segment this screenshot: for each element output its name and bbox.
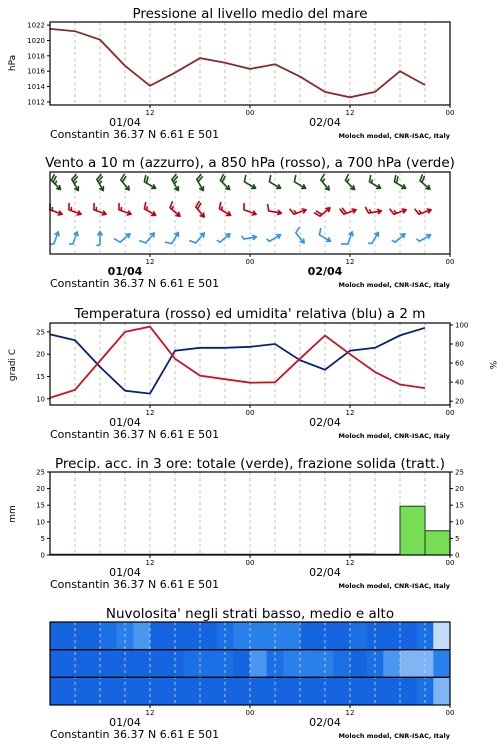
cloud-cell [133,622,150,650]
date-label: 02/04 [309,566,341,579]
date-label: 01/04 [109,716,141,729]
x-tick-label: 00 [445,409,455,417]
x-tick-label: 12 [345,409,355,417]
cloud-cell [100,677,117,705]
y-tick-label: 1018 [27,52,45,61]
panel-temperature [8,306,497,441]
temperature-ylabel-right: % [487,360,497,370]
cloud-cell [400,650,417,678]
cloud-cell [333,622,350,650]
panel-clouds [50,606,454,741]
y-tick-label: 1022 [27,21,45,30]
y-tick-label: 1020 [27,36,45,45]
x-tick-label: 12 [345,709,355,717]
y-tick-label: 100 [455,321,469,330]
temperature-plot [36,321,468,441]
cloud-cell [250,622,267,650]
x-tick-label: 12 [145,258,155,266]
wind-title: Vento a 10 m (azzurro), a 850 hPa (rosso), a 700 hPa (verde) [45,155,455,171]
y-tick-label: 20 [455,485,464,494]
cloud-cell [200,650,217,678]
cloud-cell [50,650,67,678]
cloud-cell [133,677,150,705]
y-tick-label: 1014 [27,83,45,92]
date-label: 02/04 [309,116,341,129]
temperature-ylabel-left: gradi C [8,348,18,382]
clouds-title: Nuvolosita' negli strati basso, medio e alto [105,606,395,622]
x-tick-label: 00 [245,559,255,567]
y-tick-label: 5 [455,534,460,543]
x-tick-label: 00 [445,709,455,717]
panel-wind [45,155,455,290]
x-tick-label: 12 [145,109,155,117]
cloud-cell [183,650,200,678]
y-tick-label: 20 [36,350,45,359]
y-tick-label: 25 [455,468,464,477]
date-label: 02/04 [309,416,341,429]
location-info: Constantin 36.37 N 6.61 E 501 [50,128,220,141]
model-credit: Moloch model, CNR-ISAC, Italy [338,281,450,289]
cloud-cell [250,677,267,705]
model-credit: Moloch model, CNR-ISAC, Italy [338,732,450,740]
cloud-cell [183,677,200,705]
cloud-cell [50,622,67,650]
cloud-cell [250,650,267,678]
cloud-cell [200,677,217,705]
x-tick-label: 12 [145,709,155,717]
cloud-cell [383,650,400,678]
temperature-title: Temperatura (rosso) ed umidita' relativa (blu) a 2 m [74,306,426,322]
cloud-cell [83,622,100,650]
pressure-plot [27,22,454,141]
precip-bar [400,506,425,555]
cloud-cell [383,622,400,650]
y-tick-label: 80 [455,340,464,349]
date-label: 02/04 [309,716,341,729]
pressure-ylabel: hPa [8,54,18,72]
wind-plot [50,172,455,290]
y-tick-label: 20 [455,397,464,406]
x-tick-label: 12 [345,109,355,117]
date-label: 02/04 [307,265,343,278]
cloud-cell [100,622,117,650]
cloud-cell [233,677,250,705]
cloud-cell [50,677,67,705]
panel-pressure [8,6,454,141]
cloud-cell [83,650,100,678]
cloud-cell [233,650,250,678]
model-credit: Moloch model, CNR-ISAC, Italy [338,432,450,440]
x-tick-label: 00 [245,709,255,717]
precipitation-plot [36,469,464,592]
cloud-cell [350,650,367,678]
x-tick-label: 12 [145,409,155,417]
location-info: Constantin 36.37 N 6.61 E 501 [50,428,220,441]
cloud-cell [350,622,367,650]
precip-bar [425,531,450,555]
location-info: Constantin 36.37 N 6.61 E 501 [50,277,220,290]
cloud-cell [200,622,217,650]
cloud-cell [283,622,300,650]
cloud-cell [300,650,317,678]
y-tick-label: 60 [455,359,464,368]
precipitation-ylabel: mm [8,505,18,523]
date-label: 01/04 [109,116,141,129]
location-info: Constantin 36.37 N 6.61 E 501 [50,578,220,591]
cloud-cell [283,677,300,705]
y-tick-label: 15 [36,501,45,510]
cloud-cell [400,622,417,650]
y-tick-label: 0 [40,551,45,560]
cloud-cell [150,677,167,705]
y-tick-label: 10 [36,395,45,404]
y-tick-label: 15 [36,372,45,381]
date-label: 01/04 [107,265,143,278]
x-tick-label: 00 [245,409,255,417]
cloud-cell [133,650,150,678]
cloud-cell [350,677,367,705]
x-tick-label: 12 [345,559,355,567]
location-info: Constantin 36.37 N 6.61 E 501 [50,728,220,741]
x-tick-label: 12 [345,258,355,266]
model-credit: Moloch model, CNR-ISAC, Italy [338,582,450,590]
date-label: 01/04 [109,416,141,429]
x-tick-label: 12 [145,559,155,567]
y-tick-label: 15 [455,501,464,510]
cloud-cell [300,677,317,705]
precipitation-title: Precip. acc. in 3 ore: totale (verde), frazione solida (tratt.) [55,456,445,472]
panel-precipitation [8,456,464,591]
cloud-cell [83,677,100,705]
y-tick-label: 10 [455,518,464,527]
x-tick-label: 00 [245,109,255,117]
y-tick-label: 20 [36,485,45,494]
y-tick-label: 0 [455,551,460,560]
x-tick-label: 00 [445,258,455,266]
cloud-cell [233,622,250,650]
cloud-cell [333,677,350,705]
cloud-cell [183,622,200,650]
y-tick-label: 40 [455,378,464,387]
y-tick-label: 1016 [27,67,45,76]
cloud-cell [100,650,117,678]
y-tick-label: 1012 [27,98,45,107]
cloud-cell [400,677,417,705]
cloud-cell [433,622,450,650]
x-tick-label: 00 [445,109,455,117]
y-tick-label: 25 [36,328,45,337]
y-tick-label: 10 [36,518,45,527]
clouds-plot [50,622,454,741]
x-tick-label: 00 [245,258,255,266]
y-tick-label: 5 [40,534,45,543]
pressure-title: Pressione al livello medio del mare [132,6,368,22]
y-tick-label: 25 [36,468,45,477]
date-label: 01/04 [109,566,141,579]
model-credit: Moloch model, CNR-ISAC, Italy [338,132,450,140]
cloud-cell [433,650,450,678]
cloud-cell [383,677,400,705]
cloud-cell [300,622,317,650]
cloud-cell [150,650,167,678]
cloud-cell [333,650,350,678]
cloud-cell [150,622,167,650]
x-tick-label: 00 [445,559,455,567]
cloud-cell [433,677,450,705]
cloud-cell [283,650,300,678]
